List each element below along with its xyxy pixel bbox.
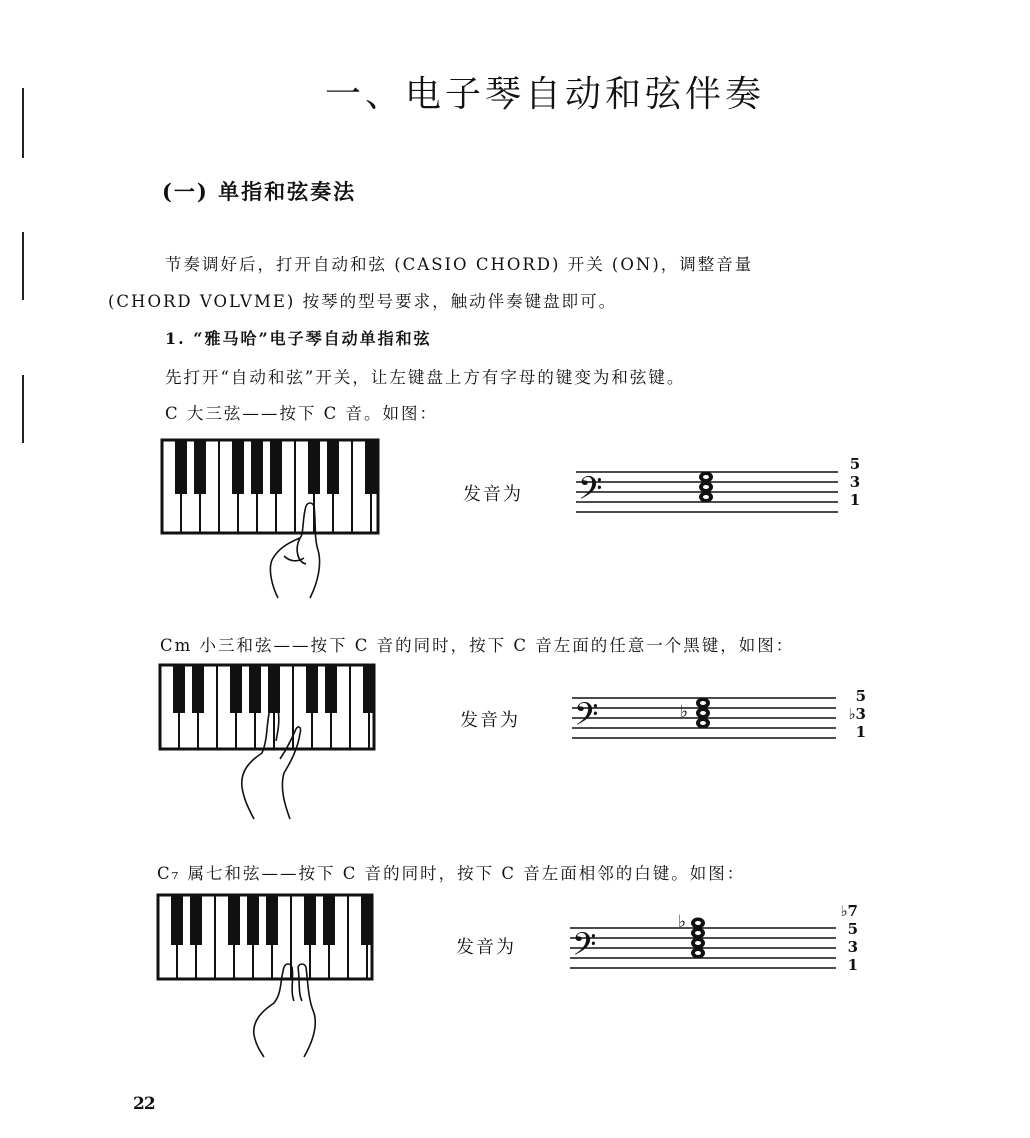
page-title: 一、电子琴自动和弦伴奏 <box>324 74 765 115</box>
staff-c-major <box>576 462 848 537</box>
chord-c-major-numbers <box>848 455 862 509</box>
staff-c7 <box>570 908 850 983</box>
bass-clef-icon: 𝄢 <box>574 696 599 740</box>
keyboard-illustration-c7 <box>156 893 381 1058</box>
margin-line-bottom <box>22 375 24 443</box>
chord-c-major-caption: C 大三弦——按下 C 音。如图： <box>165 404 438 423</box>
chord-c-minor-sound-label: 发音为 <box>460 710 520 731</box>
page-number: 22 <box>133 1094 155 1114</box>
chord-number: 5 <box>847 920 858 938</box>
chord-number: 1 <box>855 723 866 741</box>
chord-c-minor-caption: Cm 小三和弦——按下 C 音的同时，按下 C 音左面的任意一个黑键，如图： <box>160 636 795 655</box>
chord-number: ♭7 <box>840 902 858 920</box>
section-heading: (一) 单指和弦奏法 <box>162 179 357 204</box>
chord-number: 1 <box>847 956 858 974</box>
chord-number: 3 <box>847 938 858 956</box>
staff-c-minor <box>572 688 848 763</box>
chord-number: 3 <box>849 473 861 491</box>
chord-c7-caption: C₇ 属七和弦——按下 C 音的同时，按下 C 音左面相邻的白键。如图： <box>157 864 746 883</box>
section1-text: 先打开“自动和弦”开关，让左键盘上方有字母的键变为和弦键。 <box>165 368 686 387</box>
bass-clef-icon: 𝄢 <box>578 470 603 514</box>
keyboard-illustration-c-major <box>160 438 385 603</box>
bass-clef-icon: 𝄢 <box>572 926 597 970</box>
chord-number: 1 <box>849 491 861 509</box>
section1-title: 1. “雅马哈”电子琴自动单指和弦 <box>165 329 432 348</box>
flat-sign-icon: ♭ <box>680 702 689 722</box>
chord-c7-numbers <box>834 902 858 974</box>
intro-line-1: 节奏调好后，打开自动和弦 (CASIO CHORD) 开关 (ON)，调整音量 <box>165 255 754 274</box>
margin-line-middle <box>22 232 24 300</box>
keyboard-illustration-c-minor <box>158 663 383 823</box>
chord-number: ♭3 <box>848 705 866 723</box>
chord-number: 5 <box>855 687 866 705</box>
intro-line-2: (CHORD VOLVME) 按琴的型号要求，触动伴奏键盘即可。 <box>108 292 618 311</box>
chord-number: 5 <box>849 455 861 473</box>
flat-sign-icon: ♭ <box>678 912 687 932</box>
chord-c-minor-numbers <box>840 687 866 741</box>
chord-c7-sound-label: 发音为 <box>456 937 516 958</box>
chord-c-major-sound-label: 发音为 <box>463 484 523 505</box>
